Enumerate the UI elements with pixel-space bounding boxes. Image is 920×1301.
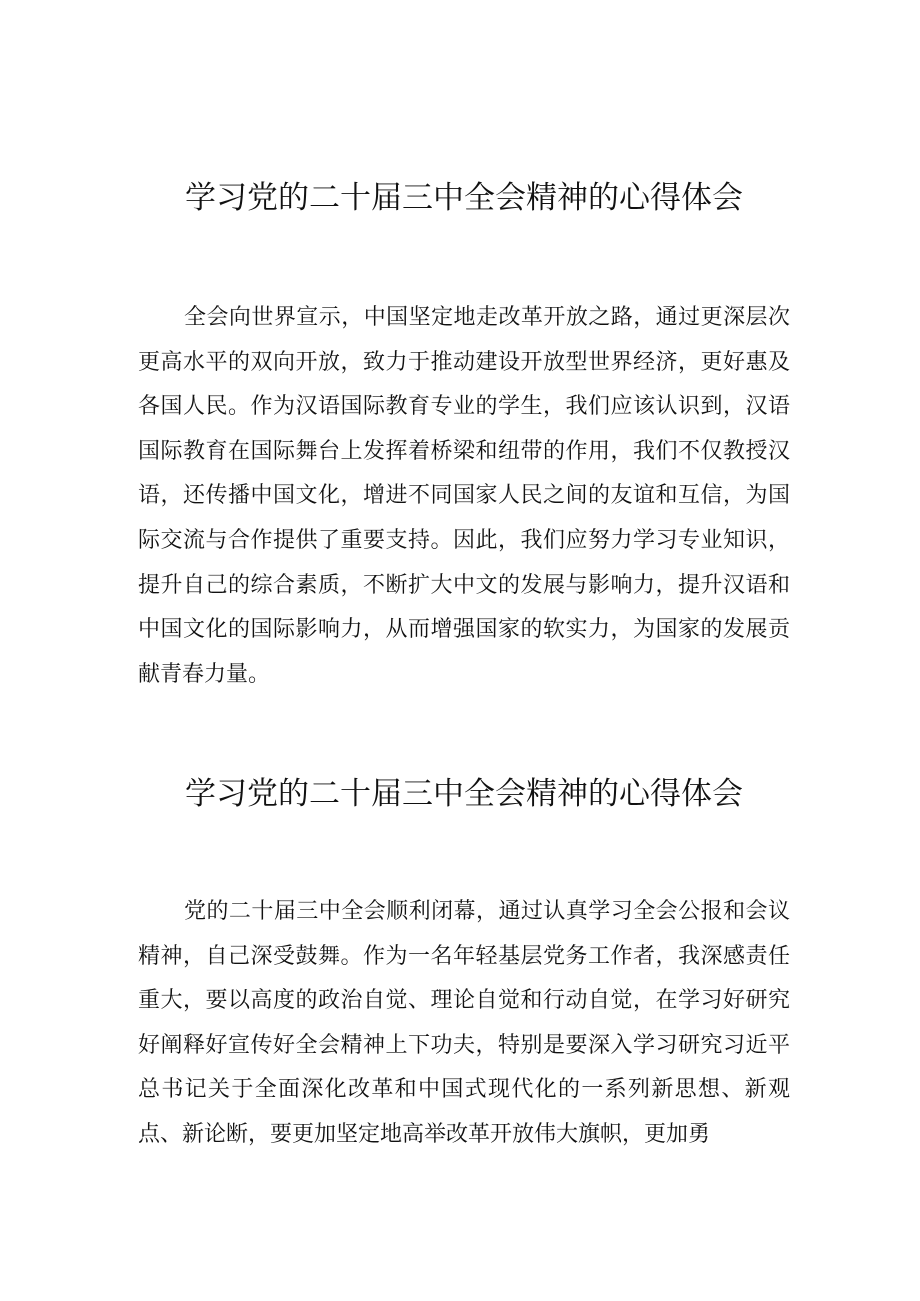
essay-title: 学习党的二十届三中全会精神的心得体会 bbox=[185, 776, 743, 812]
essay-paragraph: 党的二十届三中全会顺利闭幕，通过认真学习全会公报和会议精神，自己深受鼓舞。作为一名年轻基层党务工作者，我深感责任重大，要以高度的政治自觉、理论自觉和行动自觉，在学习好研究好阐释好宣传好全会精神上下功夫，特别是要深入学习研究习近平总书记关于全面深化改革和中国式现代化的一系列新思想、新观点、新论断，要更加坚定地高举改革开放伟大旗帜，更加勇 bbox=[138, 899, 790, 1147]
essay-section-2 bbox=[138, 766, 790, 1158]
essay-section-1 bbox=[138, 170, 790, 697]
essay-paragraph: 全会向世界宣示，中国坚定地走改革开放之路，通过更深层次更高水平的双向开放，致力于推动建设开放型世界经济，更好惠及各国人民。作为汉语国际教育专业的学生，我们应该认识到，汉语国际教育在国际舞台上发挥着桥梁和纽带的作用，我们不仅教授汉语，还传播中国文化，增进不同国家人民之间的友谊和互信，为国际交流与合作提供了重要支持。因此，我们应努力学习专业知识，提升自己的综合素质，不断扩大中文的发展与影响力，提升汉语和中国文化的国际影响力，从而增强国家的软实力，为国家的发展贡献青春力量。 bbox=[138, 305, 790, 687]
essay-title: 学习党的二十届三中全会精神的心得体会 bbox=[185, 180, 743, 216]
